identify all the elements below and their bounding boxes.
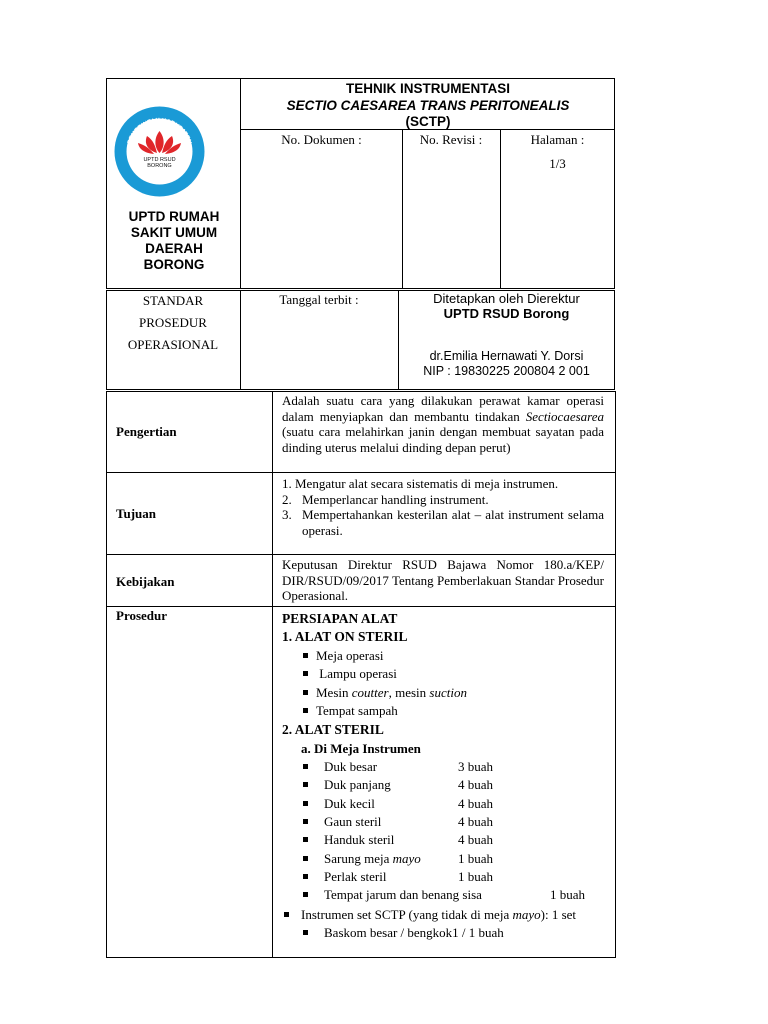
logo-ring-text-top: PEMERINTAH KABUPATEN (127, 117, 192, 145)
non-steril-item: Tempat sampah (316, 702, 606, 720)
tujuan-item-1: 1. Mengatur alat secara sistematis di meja instrumen. (282, 476, 559, 491)
label-kebijakan: Kebijakan (116, 574, 175, 589)
hospital-name: UPTD RUMAH SAKIT UMUM DAERAH BORONG (128, 209, 220, 272)
non-steril-item: Meja operasi (316, 647, 606, 665)
prosedur-sub2a: a. Di Meja Instrumen (301, 741, 421, 757)
steril-item: Duk kecil 4 buah (324, 795, 606, 813)
prosedur-content (282, 610, 606, 942)
pengertian-text: Adalah suatu cara yang dilakukan perawat kamar operasi dalam menyiapkan dan membantu tindakan Sectiocaesarea (suatu cara melahirkan janin dengan membuat sayatan pada dinding uterus melalui dinding depan perut) (282, 393, 604, 455)
non-steril-list (282, 647, 606, 720)
non-steril-item: Lampu operasi (316, 665, 606, 683)
steril-item: Sarung meja mayo 1 buah (324, 850, 606, 868)
tujuan-item-3: 3. Mempertahankan kesterilan alat – alat instrument selama operasi. (282, 507, 604, 538)
steril-item: Duk besar 3 buah (324, 758, 606, 776)
revision-number-label: No. Revisi : (419, 132, 483, 147)
director-nip: NIP : 19830225 200804 2 001 (423, 364, 590, 378)
hospital-logo (113, 105, 206, 198)
steril-list (282, 758, 606, 904)
page-label: Halaman : (530, 132, 585, 147)
steril-item: Duk panjang 4 buah (324, 776, 606, 794)
sop-label (106, 290, 240, 356)
sop-label-line2: PROSEDUR (139, 315, 207, 330)
label-pengertian: Pengertian (116, 424, 177, 439)
doc-number-label: No. Dokumen : (281, 132, 362, 147)
document-abbr: (SCTP) (405, 114, 451, 129)
steril-item: Gaun steril 4 buah (324, 813, 606, 831)
approved-by: Ditetapkan oleh Dierektur (433, 291, 580, 306)
prosedur-sub1: 1. ALAT ON STERIL (282, 629, 408, 644)
steril-item: Handuk steril 4 buah (324, 831, 606, 849)
logo-inner-text-2: BORONG (147, 163, 172, 169)
document-title: TEHNIK INSTRUMENTASI (346, 81, 510, 96)
issue-date-label: Tanggal terbit : (279, 292, 359, 307)
steril-item: Perlak steril 1 buah (324, 868, 606, 886)
label-prosedur: Prosedur (116, 608, 168, 623)
page-value: 1/3 (549, 156, 566, 171)
document-subtitle: SECTIO CAESAREA TRANS PERITONEALIS (286, 98, 570, 113)
label-tujuan: Tujuan (116, 506, 156, 521)
steril-item: Tempat jarum dan benang sisa 1 buah (324, 886, 606, 904)
prosedur-sub2: 2. ALAT STERIL (282, 722, 384, 738)
sop-label-line3: OPERASIONAL (127, 337, 219, 352)
director-name: dr.Emilia Hernawati Y. Dorsi (429, 349, 584, 363)
steril-item-instrumen: Instrumen set SCTP (yang tidak di meja mayo): 1 set (282, 907, 606, 922)
approved-unit: UPTD RSUD Borong (443, 306, 570, 321)
non-steril-item: Mesin coutter, mesin suction (316, 684, 606, 702)
tujuan-item-2: 2. Memperlancar handling instrument. (282, 491, 489, 507)
logo-inner-text-1: UPTD RSUD (143, 157, 176, 163)
prosedur-heading: PERSIAPAN ALAT (282, 611, 398, 626)
kebijakan-text: Keputusan Direktur RSUD Bajawa Nomor 180.a/KEP/ DIR/RSUD/09/2017 Tentang Pemberlakuan Standar Prosedur Operasional. (282, 557, 604, 603)
tujuan-list (282, 476, 604, 538)
steril-item-baskom: Baskom besar / bengkok1 / 1 buah (282, 924, 606, 942)
sop-label-line1: STANDAR (142, 293, 204, 308)
logo-ring-text-bottom: MANGGARAI TIMUR (132, 168, 187, 186)
